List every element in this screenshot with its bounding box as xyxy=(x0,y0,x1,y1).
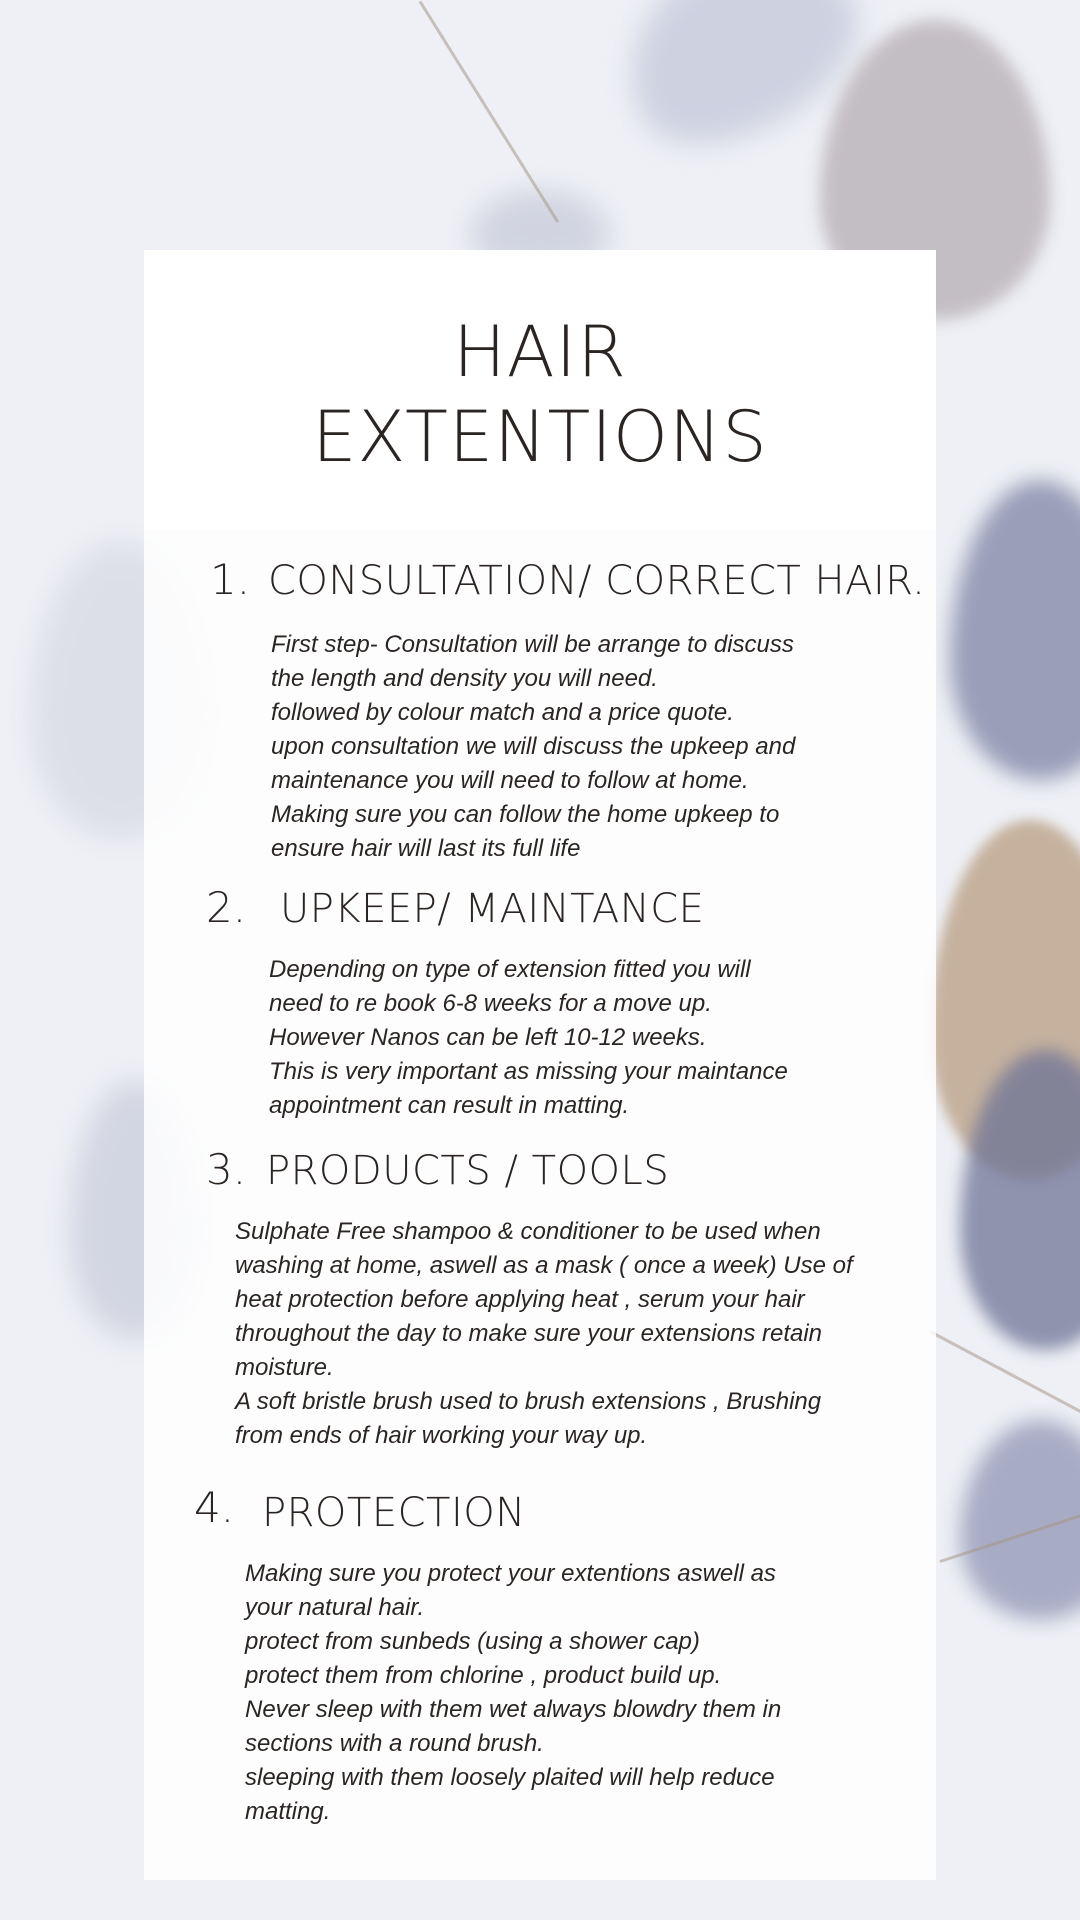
info-card xyxy=(144,250,936,1880)
section-4-heading: PROTECTION xyxy=(262,1490,526,1536)
section-1-number: 1. xyxy=(210,555,251,604)
section-1-body: First step- Consultation will be arrange to discuss the length and density you will need. followed by colour match and a price quote. upon consultation we will discuss the upkeep and maintenance you will need to follow at home. Making sure you can follow the home upkeep to ensure hair will last its full life xyxy=(271,631,796,862)
section-1-heading: CONSULTATION/ CORRECT HAIR. xyxy=(268,558,926,604)
section-4-number: 4. xyxy=(194,1483,235,1532)
leaf-decoration xyxy=(950,480,1080,780)
stem-decoration xyxy=(419,1,559,223)
section-2-body: Depending on type of extension fitted you will need to re book 6-8 weeks for a move up. However Nanos can be left 10-12 weeks. This is very important as missing your maintance appointment can result in matting. xyxy=(269,956,788,1119)
section-3-number: 3. xyxy=(206,1145,247,1194)
section-2-number: 2. xyxy=(206,883,247,932)
page-title-line-2: EXTENTIONS xyxy=(312,396,768,478)
title-panel xyxy=(144,250,936,530)
section-2-heading: UPKEEP/ MAINTANCE xyxy=(280,886,705,932)
section-3-heading: PRODUCTS / TOOLS xyxy=(266,1148,670,1194)
section-3-body: Sulphate Free shampoo & conditioner to be used when washing at home, aswell as a mask ( once a week) Use of heat protection before applying heat , serum your hair throughout the day to make sure your extensions retain moisture. A soft bristle brush used to brush extensions , Brushing from ends of hair working your way up. xyxy=(235,1218,853,1449)
page-title-line-1: HAIR xyxy=(453,311,627,393)
section-4-body: Making sure you protect your extentions aswell as your natural hair. protect from sunbeds (using a shower cap) protect them from chlorine , product build up. Never sleep with them wet always blowdry them in sections with a round brush. sleeping with them loosely plaited will help reduce matting. xyxy=(245,1560,782,1825)
